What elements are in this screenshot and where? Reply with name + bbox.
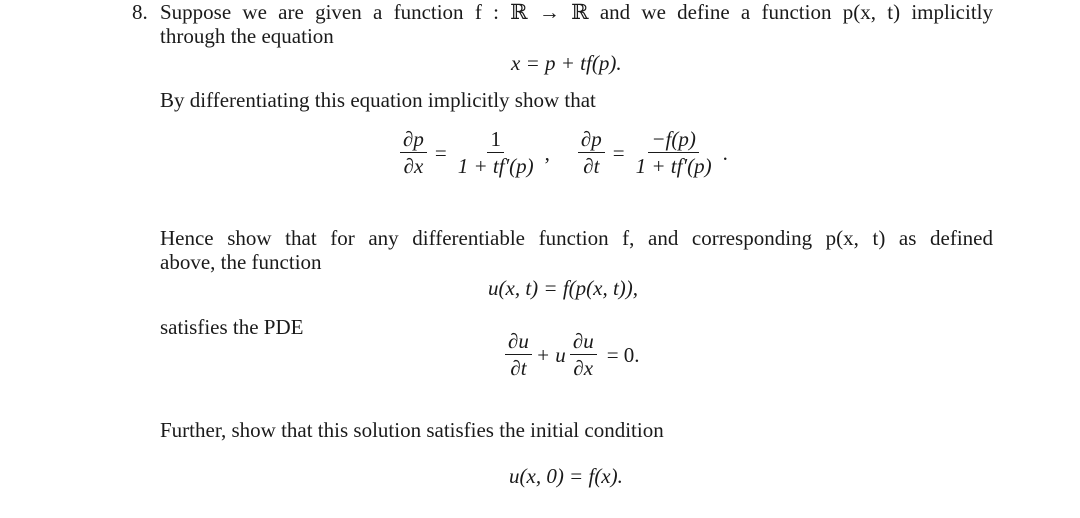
fraction-numerator: 1	[487, 128, 504, 153]
fraction-denominator: 1 + tf′(p)	[457, 154, 534, 178]
problem-number: 8.	[132, 0, 148, 24]
equation-pde	[505, 330, 640, 379]
hence-line-2: above, the function	[160, 250, 322, 274]
fraction-denominator: 1 + tf′(p)	[635, 154, 712, 178]
equation-implicit-definition: x = p + tf(p).	[511, 51, 622, 75]
pde-instruction: satisfies the PDE	[160, 315, 304, 339]
fraction-du-dt	[505, 330, 532, 379]
intro-line-2: through the equation	[160, 24, 334, 48]
fraction-rhs-1	[455, 128, 537, 177]
fraction-dp-dx	[400, 128, 427, 177]
intro-line-1: Suppose we are given a function f : ℝ → ℝ and we define a function p(x, t) implicitly	[160, 0, 993, 24]
equals-zero: = 0.	[606, 342, 640, 367]
fraction-denominator: ∂x	[403, 154, 424, 178]
fraction-rhs-2	[633, 128, 715, 177]
fraction-numerator: −f(p)	[648, 128, 699, 153]
period: .	[722, 140, 728, 165]
fraction-denominator: ∂t	[583, 154, 600, 178]
fraction-denominator: ∂x	[573, 356, 594, 380]
fraction-numerator: ∂p	[400, 128, 427, 153]
differentiate-instruction: By differentiating this equation implicitly show that	[160, 88, 596, 112]
plus-u-term: + u	[535, 342, 566, 367]
comma-separator: ,	[544, 140, 550, 165]
fraction-numerator: ∂u	[570, 330, 597, 355]
fraction-numerator: ∂u	[505, 330, 532, 355]
fraction-du-dx	[570, 330, 597, 379]
initial-condition-instruction: Further, show that this solution satisfies the initial condition	[160, 418, 664, 442]
fraction-denominator: ∂t	[510, 356, 527, 380]
fraction-dp-dt	[578, 128, 605, 177]
hence-line-1: Hence show that for any differentiable function f, and corresponding p(x, t) as defined	[160, 226, 993, 250]
equation-initial-condition: u(x, 0) = f(x).	[509, 464, 623, 488]
equals-sign: =	[612, 140, 625, 165]
equals-sign: =	[434, 140, 447, 165]
equation-partial-derivatives	[400, 128, 728, 177]
fraction-numerator: ∂p	[578, 128, 605, 153]
equation-u-definition: u(x, t) = f(p(x, t)),	[488, 276, 639, 300]
